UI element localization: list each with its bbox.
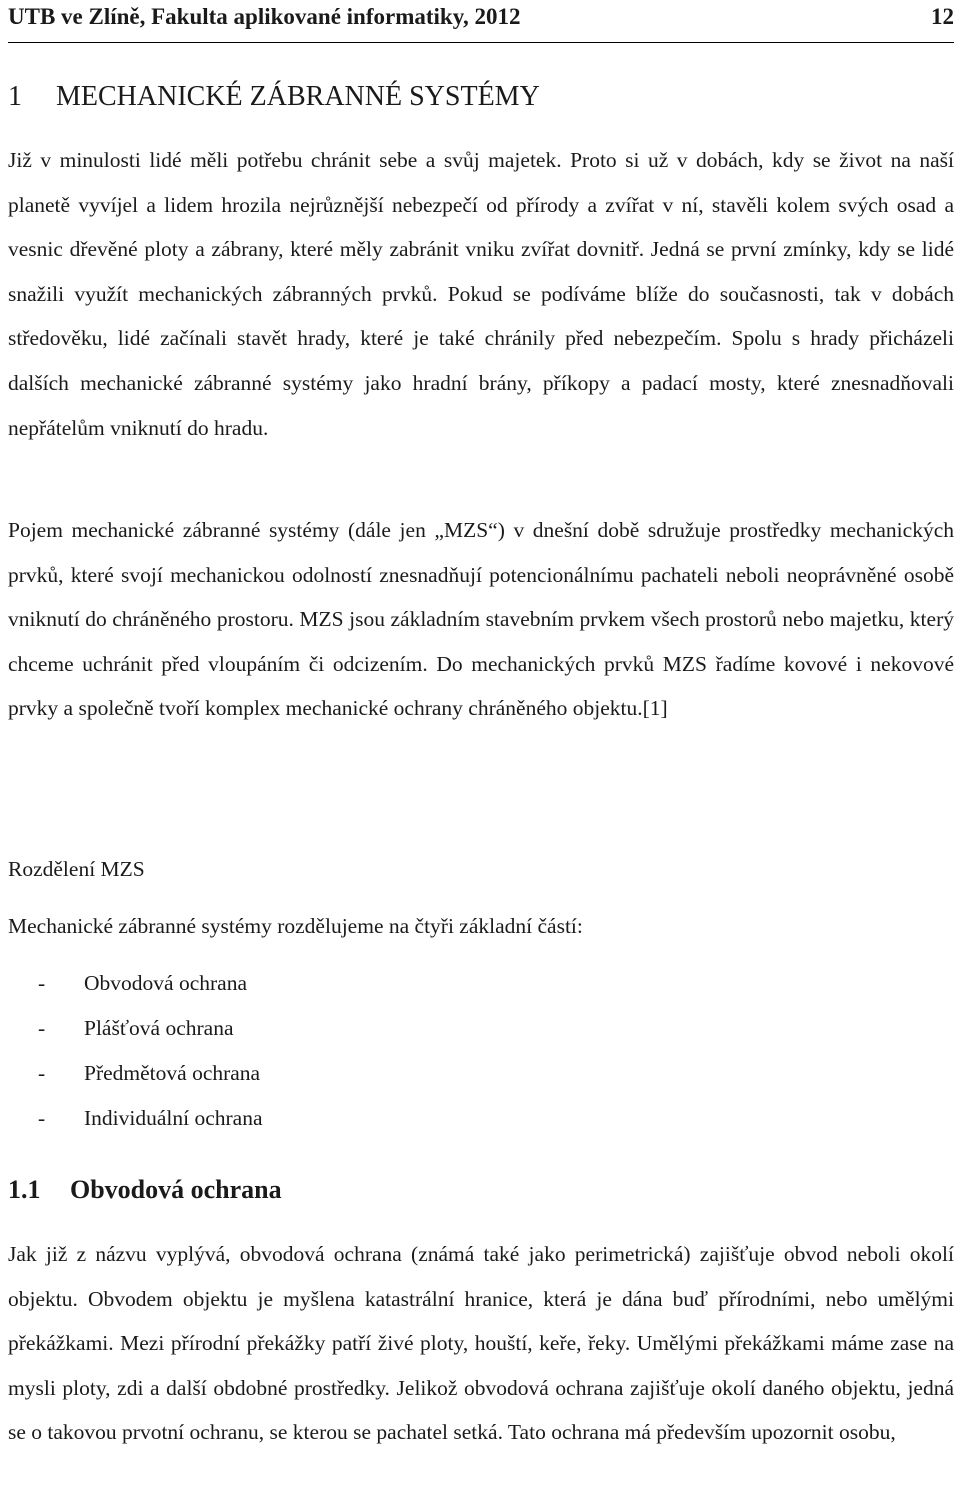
- list-dash: -: [38, 1061, 46, 1085]
- list-item-text: Plášťová ochrana: [84, 1016, 234, 1040]
- paragraph-perimeter: Jak již z názvu vyplývá, obvodová ochrana (známá také jako perimetrická) zajišťuje obvod neboli okolí objektu. Obvodem objektu je myšlena katastrální hranice, která je dána buď přírodními, nebo umělými překážkami. Mezi přírodní překážky patří živé ploty, houští, keře, řeky. Umělými překážkami máme zase na mysli ploty, zdi a další obdobné prostředky. Jelikož obvodová ochrana zajišťuje okolí daného objektu, jedná se o takovou prvotní ochranu, se kterou se pachatel setká. Tato ochrana má především upozornit osobu,: [8, 1242, 954, 1445]
- section-title: Obvodová ochrana: [70, 1175, 282, 1204]
- list-item-text: Obvodová ochrana: [84, 971, 247, 995]
- section-number: 1.1: [8, 1175, 41, 1204]
- paragraph-history: Již v minulosti lidé měli potřebu chránit sebe a svůj majetek. Proto si už v dobách, kdy se život na naší planetě vyvíjel a lidem hrozila nejrůznější nebezpečí od přírody a zvířat v ní, stavěli kolem svých osad a vesnic dřevěné ploty a zábrany, které měly zabránit vniku zvířat dovnitř. Jedná se první zmínky, kdy se lidé snažili využít mechanických zábranných prvků. Pokud se podíváme blíže do současnosti, tak v dobách středověku, lidé začínali stavět hrady, které je také chránily před nebezpečím. Spolu s hrady přicházeli dalších mechanické zábranné systémy jako hradní brány, příkopy a padací mosty, které znesnadňovali nepřátelům vniknutí do hradu.: [8, 148, 954, 440]
- chapter-heading: [8, 80, 540, 114]
- list-item: [8, 1011, 263, 1056]
- list-item: [8, 1101, 263, 1146]
- list-dash: -: [38, 1016, 46, 1040]
- protection-types-list: [8, 966, 263, 1146]
- list-item-text: Individuální ochrana: [84, 1106, 263, 1130]
- section-heading: [8, 1172, 282, 1208]
- subsection-intro: Mechanické zábranné systémy rozdělujeme na čtyři základní částí:: [8, 914, 583, 938]
- chapter-number: 1: [8, 81, 22, 112]
- paragraph-definition: Pojem mechanické zábranné systémy (dále jen „MZS“) v dnešní době sdružuje prostředky mechanických prvků, které svojí mechanickou odolností znesnadňují potencionálnímu pachateli neboli neoprávněné osobě vniknutí do chráněného prostoru. MZS jsou základním stavebním prvkem všech prostorů nebo majetku, který chceme uchránit před vloupáním či odcizením. Do mechanických prvků MZS řadíme kovové i nekovové prvky a společně tvoří komplex mechanické ochrany chráněného objektu.[1]: [8, 518, 954, 721]
- list-item: [8, 966, 263, 1011]
- list-dash: -: [38, 1106, 46, 1130]
- page-number: 12: [931, 4, 954, 29]
- page-header: [8, 2, 954, 43]
- header-title: UTB ve Zlíně, Fakulta aplikované informatiky, 2012: [8, 4, 521, 29]
- list-item: [8, 1056, 263, 1101]
- chapter-title: MECHANICKÉ ZÁBRANNÉ SYSTÉMY: [56, 81, 540, 112]
- subsection-title: Rozdělení MZS: [8, 857, 145, 881]
- list-dash: -: [38, 971, 46, 995]
- list-item-text: Předmětová ochrana: [84, 1061, 261, 1085]
